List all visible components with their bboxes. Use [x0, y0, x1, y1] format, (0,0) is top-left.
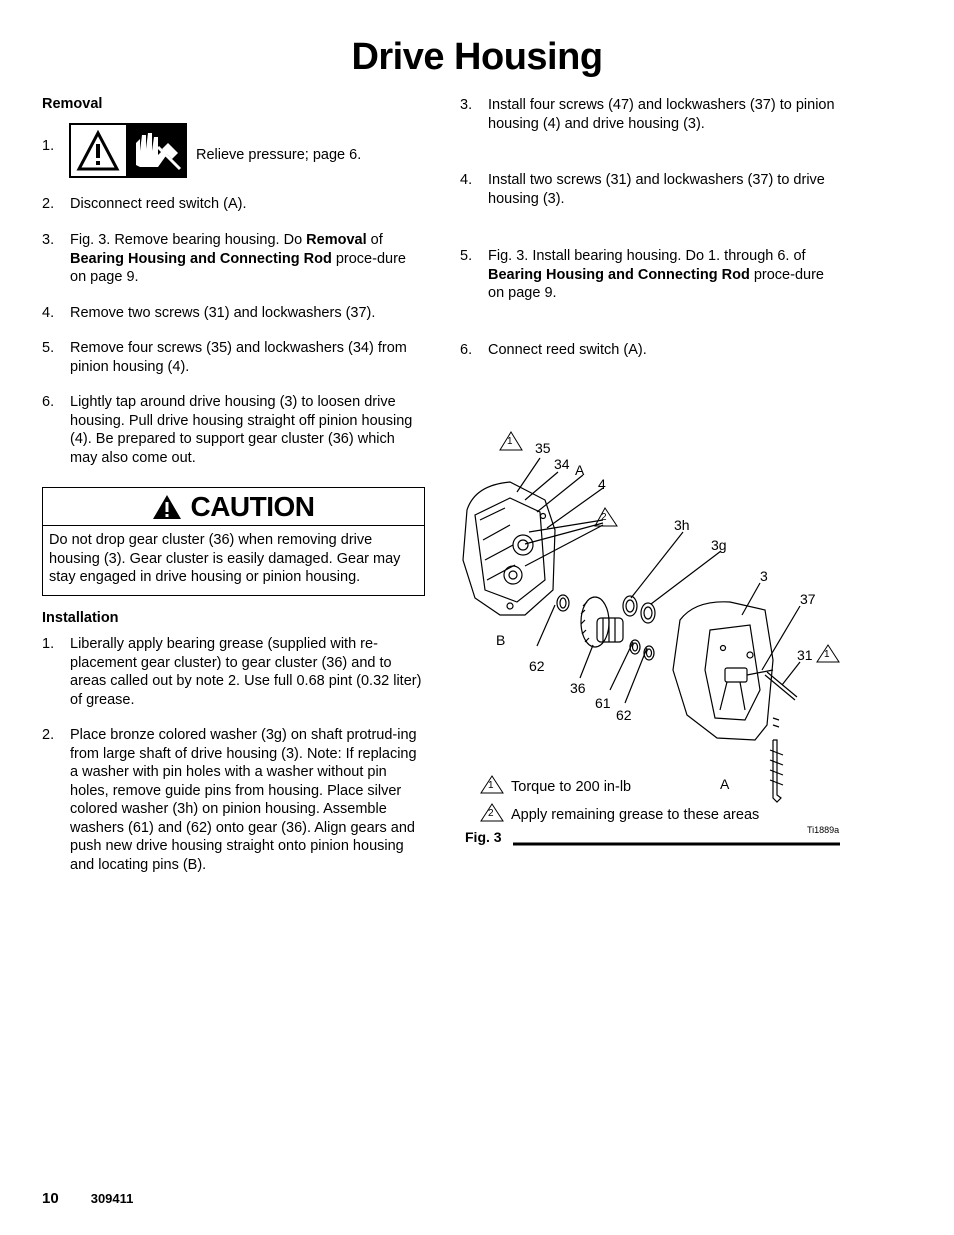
note-mark: 1	[507, 436, 513, 447]
note-mark: 1	[824, 649, 830, 660]
caution-box	[42, 487, 425, 596]
figure-caption: Fig. 3	[465, 829, 502, 845]
callout-3h: 3h	[674, 517, 690, 533]
removal-heading: Removal	[42, 96, 103, 112]
callout-a: A	[720, 776, 730, 792]
note-2-text: Apply remaining grease to these areas	[511, 807, 760, 823]
callout-37: 37	[800, 591, 816, 607]
note-mark: 1	[488, 780, 494, 791]
callout-b: B	[496, 632, 506, 648]
callout-3g: 3g	[711, 537, 727, 553]
page-footer	[42, 1190, 133, 1207]
callout-62: 62	[529, 658, 545, 674]
callout-35: 35	[535, 440, 551, 456]
step-number: 1.	[42, 138, 55, 154]
callout-34: 34	[554, 456, 570, 472]
hand-injection-icon	[126, 125, 185, 176]
callout-36: 36	[570, 680, 586, 696]
doc-number: 309411	[90, 1191, 134, 1206]
installation-heading: Installation	[42, 610, 119, 626]
callout-a: A	[575, 462, 585, 478]
caution-header	[43, 488, 424, 526]
callout-61: 61	[595, 695, 611, 711]
warning-triangle-icon	[71, 125, 126, 176]
relieve-pressure-text: Relieve pressure; page 6.	[196, 147, 362, 163]
figure-ref: Ti1889a	[807, 825, 840, 835]
caution-word: CAUTION	[190, 490, 315, 522]
note-mark: 2	[488, 808, 494, 819]
figure-3-exploded-view	[455, 420, 855, 860]
page-number: 10	[42, 1190, 59, 1207]
hazard-symbols	[69, 123, 187, 178]
note-1-text: Torque to 200 in-lb	[511, 779, 632, 795]
caution-text: Do not drop gear cluster (36) when removing drive housing (3). Gear cluster is easily damaged. Gear may stay engaged in drive housing or pinion housing.	[49, 532, 401, 585]
callout-3: 3	[760, 568, 768, 584]
callout-31: 31	[797, 647, 813, 663]
callout-62: 62	[616, 707, 632, 723]
note-mark: 2	[601, 512, 607, 523]
callout-4: 4	[598, 476, 606, 492]
page-title: Drive Housing	[351, 36, 603, 78]
caution-triangle-icon	[152, 494, 182, 520]
